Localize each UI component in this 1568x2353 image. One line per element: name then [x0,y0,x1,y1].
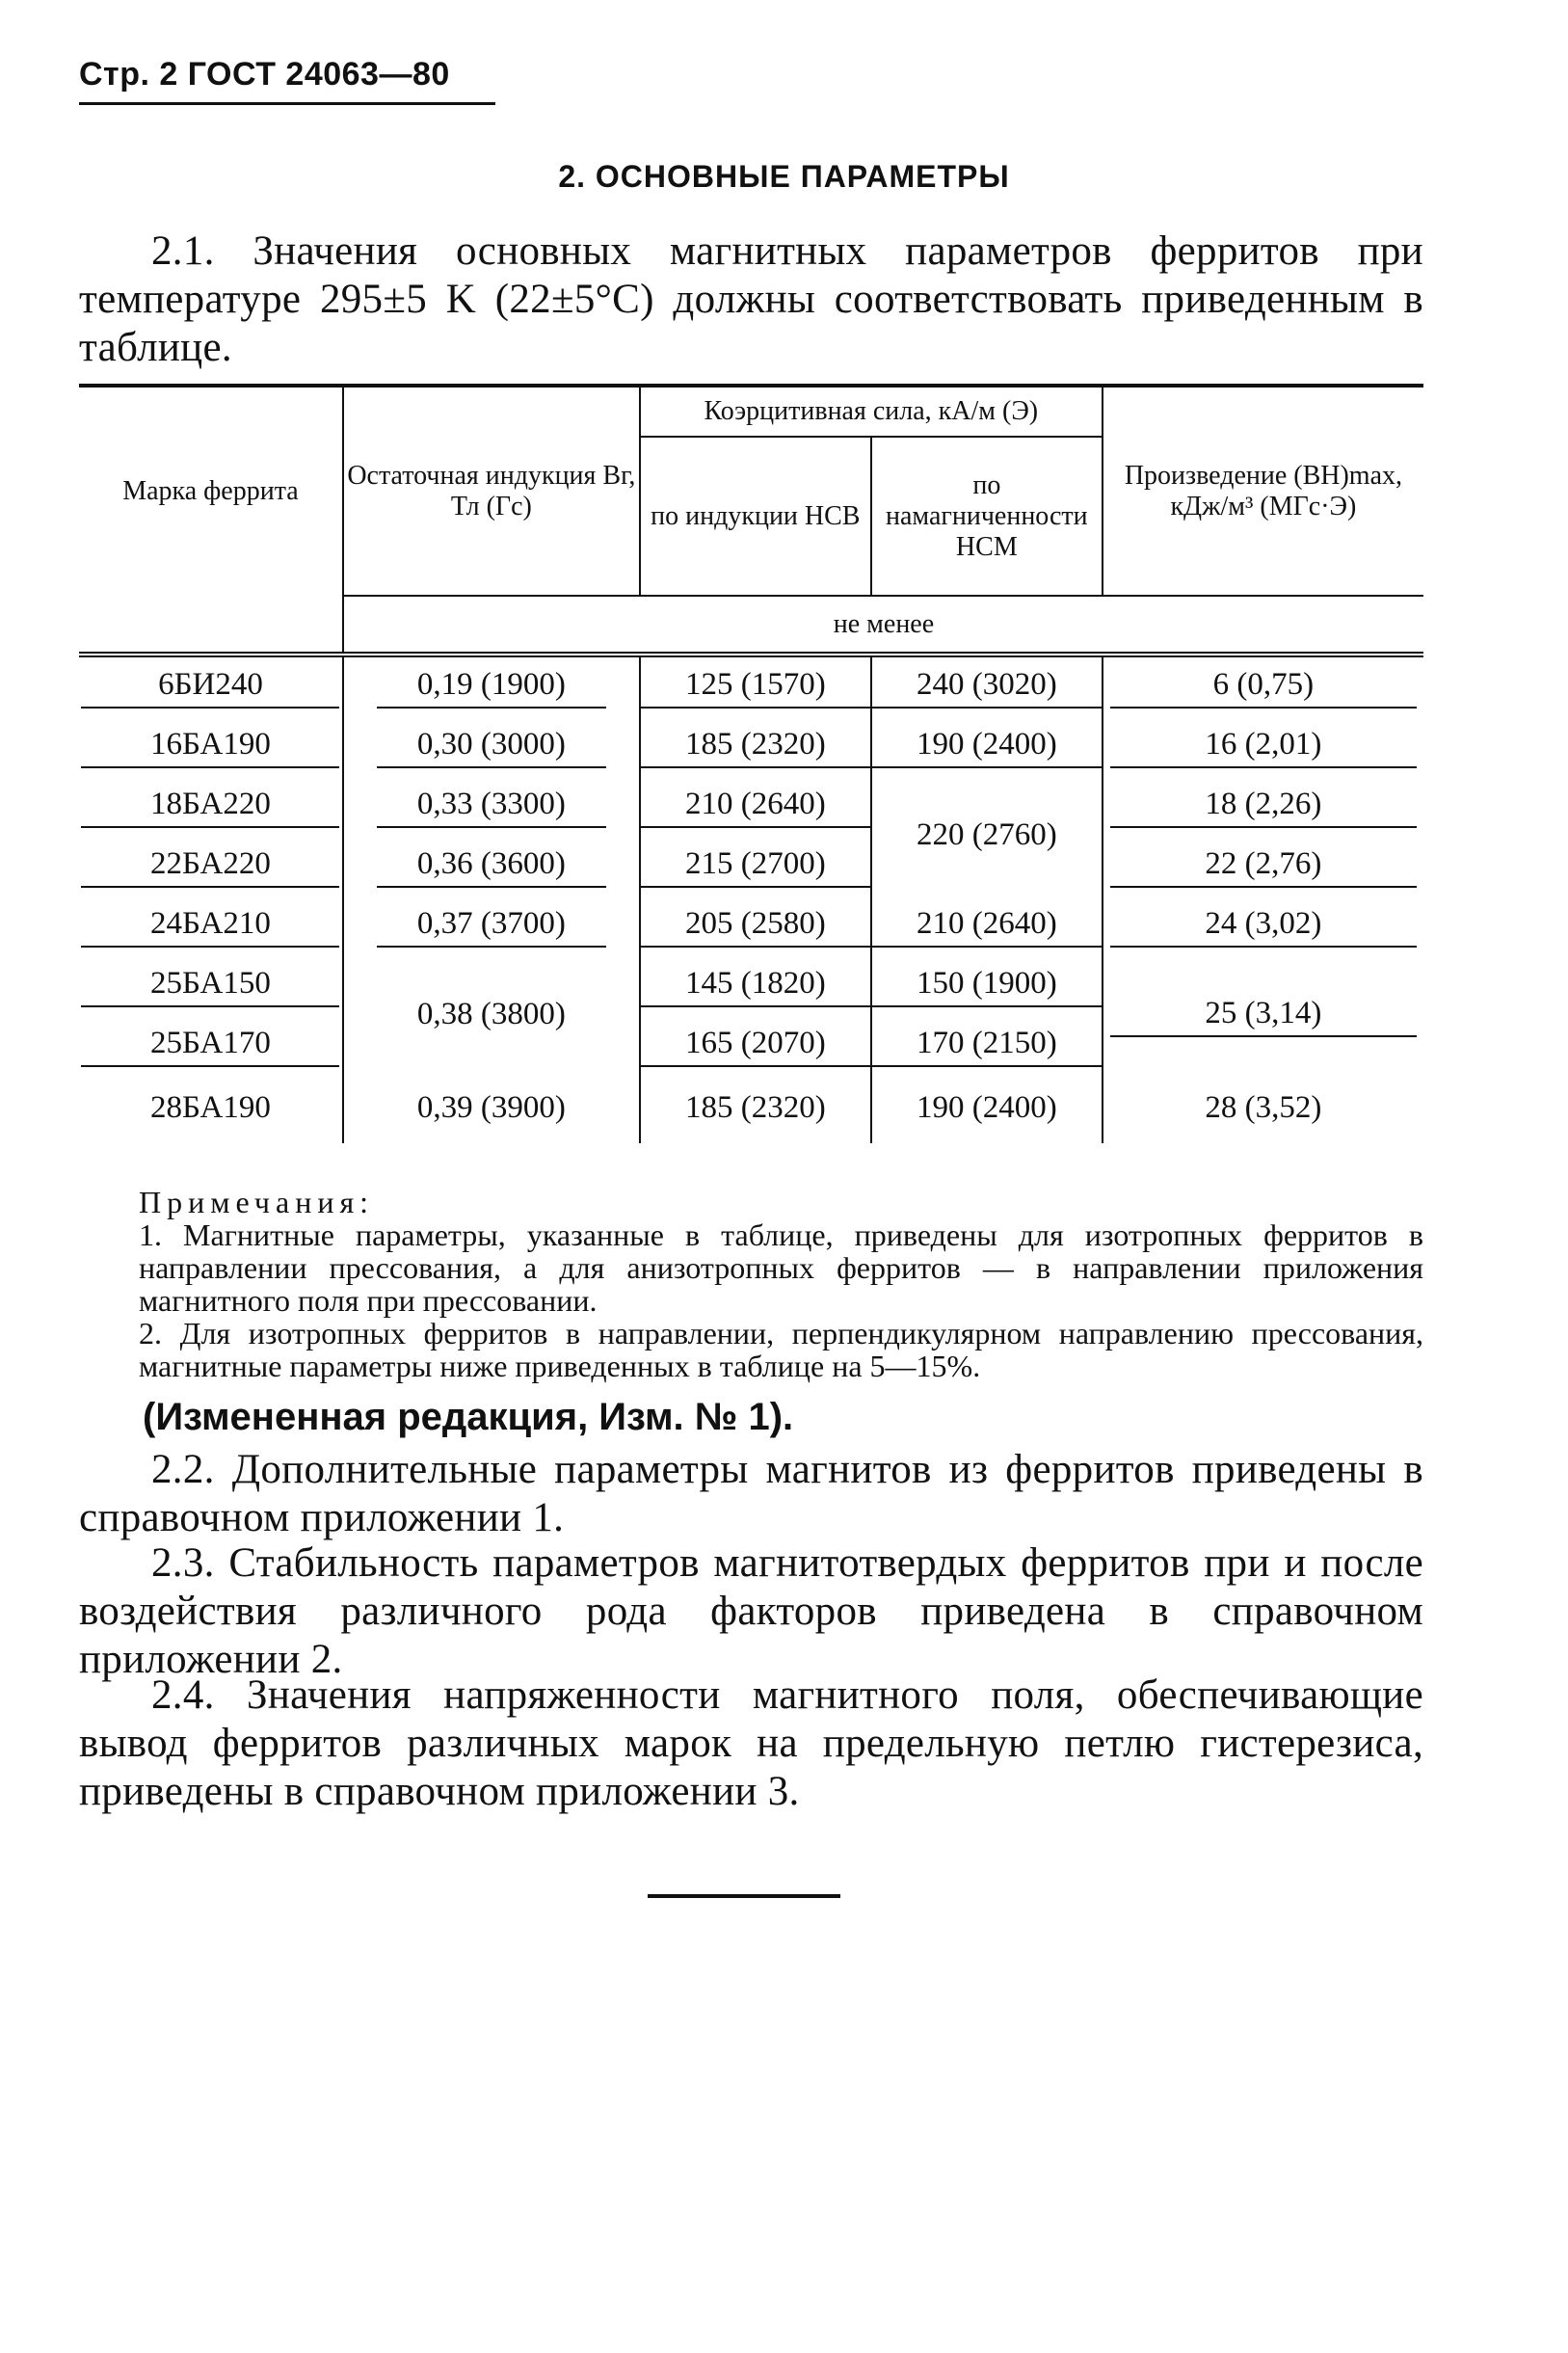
end-rule [648,1894,840,1898]
notes [79,1186,1423,1382]
page-header: Стр. 2 ГОСТ 24063—80 [79,56,450,93]
header-coercive-group: Коэрцитивная сила, кА/м (Э) [640,386,1103,437]
header-induction: Остаточная индукция Bг, Тл (Гс) [343,386,640,596]
table-row: 18БА220 0,33 (3300) 210 (2640) 220 (2760) 18 (2,26) [79,777,1423,837]
table-row: 16БА190 0,30 (3000) 185 (2320) 190 (2400) 16 (2,01) [79,717,1423,777]
header-bhmax: Произведение (BH)max, кДж/м³ (МГс·Э) [1103,386,1423,596]
amendment-note: (Измененная редакция, Изм. № 1). [143,1396,794,1438]
paragraph-2-2: 2.2. Дополнительные параметры магнитов из ферритов приведены в справочном приложении 1. [79,1447,1423,1540]
notes-title: Примечания: [139,1185,375,1219]
note-1: 1. Магнитные параметры, указанные в таблице, приведены для изотропных ферритов в направлении прессования, а для анизотропных ферритов — в направлении приложения магнитного поля при прессовании. [139,1217,1423,1318]
paragraph-2-1: 2.1. Значения основных магнитных параметров ферритов при температуре 295±5 K (22±5°C) должны соответствовать приведенным в таблице. [79,228,1423,370]
header-brand: Марка феррита [79,386,343,596]
table-row: 6БИ240 0,19 (1900) 125 (1570) 240 (3020) 6 (0,75) [79,655,1423,717]
table-row: 24БА210 0,37 (3700) 205 (2580) 210 (2640) 24 (3,02) [79,896,1423,956]
table-row: 28БА190 0,39 (3900) 185 (2320) 190 (2400) 28 (3,52) [79,1076,1423,1143]
header-not-less: не менее [343,596,1423,655]
header-hcb: по индукции HСВ [640,437,871,596]
table-row: 22БА220 0,36 (3600) 215 (2700) 22 (2,76) [79,837,1423,896]
paragraph-2-4: 2.4. Значения напряженности магнитного поля, обеспечивающие вывод ферритов различных марок на предельную петлю гистерезиса, приведены в справочном приложении 3. [79,1672,1423,1814]
table-row: 25БА150 0,38 (3800) 145 (1820) 150 (1900) 25 (3,14) [79,956,1423,1016]
note-2: 2. Для изотропных ферритов в направлении, перпендикулярном направлению прессования, магнитные параметры ниже приведенных в таблице на 5—15%. [139,1316,1423,1383]
section-title: 2. ОСНОВНЫЕ ПАРАМЕТРЫ [558,159,1010,194]
header-hcm: по намагниченности HСМ [886,469,1088,562]
table-row: 25БА170 165 (2070) 170 (2150) [79,1016,1423,1076]
header-rule [79,102,495,105]
paragraph-2-3: 2.3. Стабильность параметров магнитотвердых ферритов при и после воздействия различного рода факторов приведена в справочном приложении 2. [79,1540,1423,1682]
parameters-table [79,384,1423,1143]
